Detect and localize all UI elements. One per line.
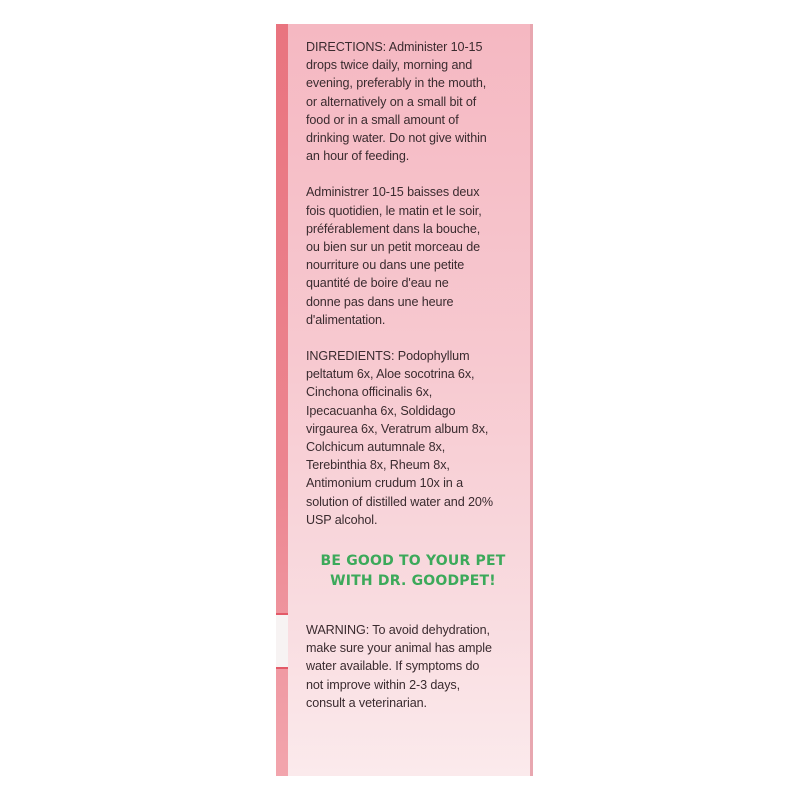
directions-text: DIRECTIONS: Administer 10-15 drops twice daily, morning and evening, preferably in the mouth, or alternatively on a small bit of food or in a small amount of drinking water. Do not give within an hour of feeding. (306, 40, 487, 164)
directions-french-text: Administrer 10-15 baisses deux fois quotidien, le matin et le soir, préférablement dans la bouche, ou bien sur un petit morceau de nourriture ou dans une petite quantité de boire d'eau ne donne pas dans une heure d'alimentation. (306, 185, 482, 327)
ingredients-text: INGREDIENTS: Podophyllum peltatum 6x, Aloe socotrina 6x, Cinchona officinalis 6x, Ipecacuanha 6x, Soldidago virgaurea 6x, Veratrum album 8x, Colchicum autumnale 8x, Terebinthia 8x, Rheum 8x, Antimonium crudum 10x in a solution of distilled water and 20% USP alcohol. (306, 349, 493, 527)
slogan-line-2: WITH DR. GOODPET! (330, 573, 496, 590)
box-fold-shadow (530, 24, 533, 776)
box-edge-notch-bottom-line (276, 667, 288, 669)
box-edge-notch (276, 615, 288, 667)
slogan-line-1: BE GOOD TO YOUR PET (320, 553, 506, 570)
label-text-block (306, 38, 520, 730)
warning-text: WARNING: To avoid dehydration, make sure your animal has ample water available. If symptoms do not improve within 2-3 days, consult a veterinarian. (306, 623, 492, 710)
box-edge-notch-top-line (276, 613, 288, 615)
slogan (306, 551, 520, 591)
